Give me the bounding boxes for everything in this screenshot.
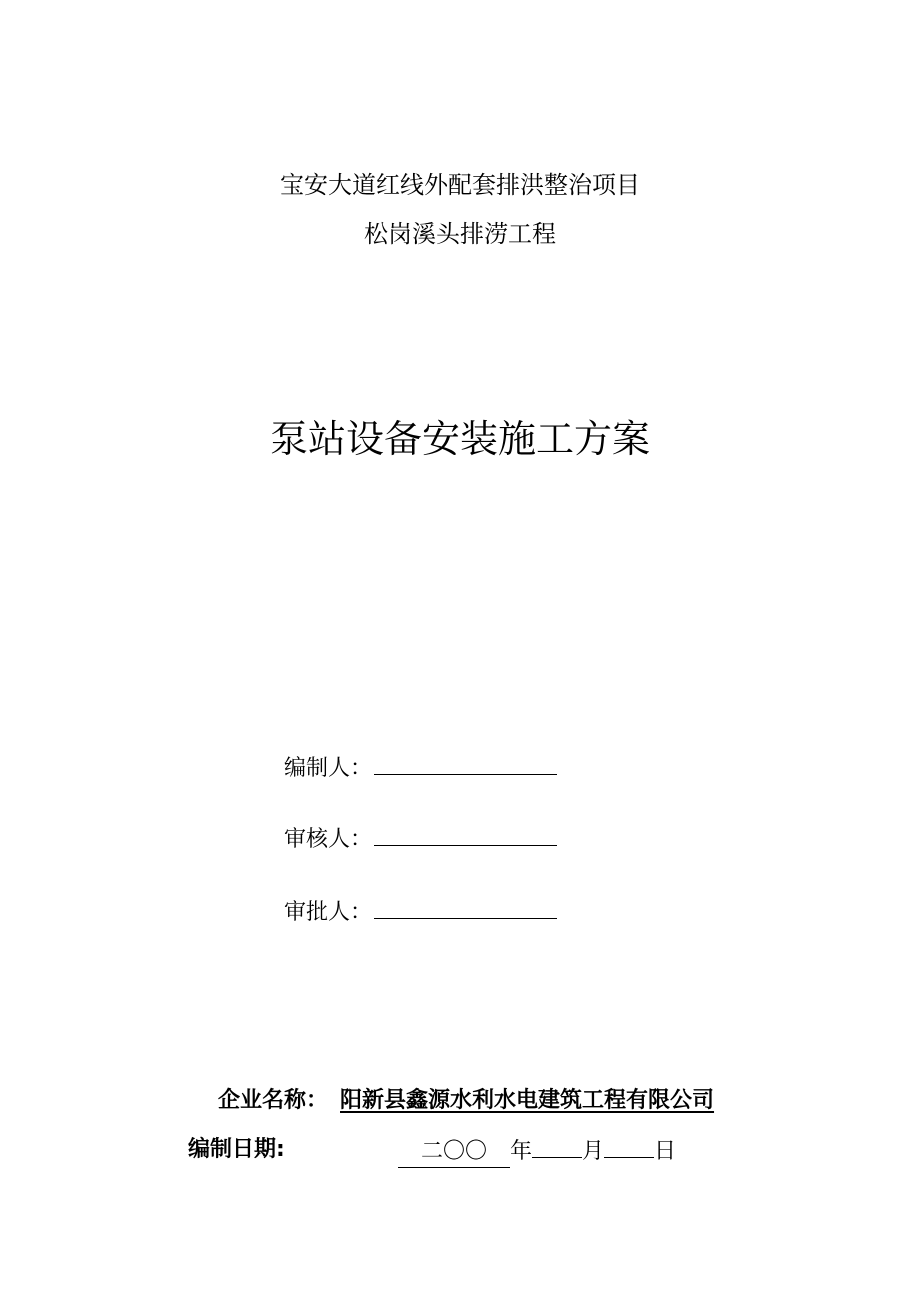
signature-row-compiler: [284, 752, 557, 783]
company-label: 企业名称：: [218, 1088, 329, 1113]
company-name: 阳新县鑫源水利水电建筑工程有限公司: [340, 1088, 715, 1113]
signature-label: 编制人：: [284, 756, 373, 781]
year-char: 年: [510, 1139, 533, 1164]
signature-blank-line: [374, 752, 557, 775]
signature-row-approver: [284, 896, 557, 927]
signature-blank-line: [374, 823, 557, 846]
date-value: [398, 1135, 676, 1168]
signature-label: 审核人：: [284, 827, 373, 852]
date-label: 编制日期:: [188, 1137, 285, 1162]
signature-row-reviewer: [284, 823, 557, 854]
month-char: 月: [582, 1139, 605, 1164]
project-name-line1: 宝安大道红线外配套排洪整治项目: [280, 171, 640, 199]
month-blank-line: [532, 1135, 582, 1158]
document-title: 泵站设备安装施工方案: [269, 417, 650, 461]
company-row: [218, 1086, 714, 1116]
year-field: 二〇〇: [398, 1137, 510, 1168]
day-blank-line: [604, 1135, 654, 1158]
signature-label: 审批人：: [284, 900, 373, 925]
signature-blank-line: [374, 896, 557, 919]
project-name-line2: 松岗溪头排涝工程: [364, 220, 556, 248]
day-char: 日: [654, 1139, 677, 1164]
